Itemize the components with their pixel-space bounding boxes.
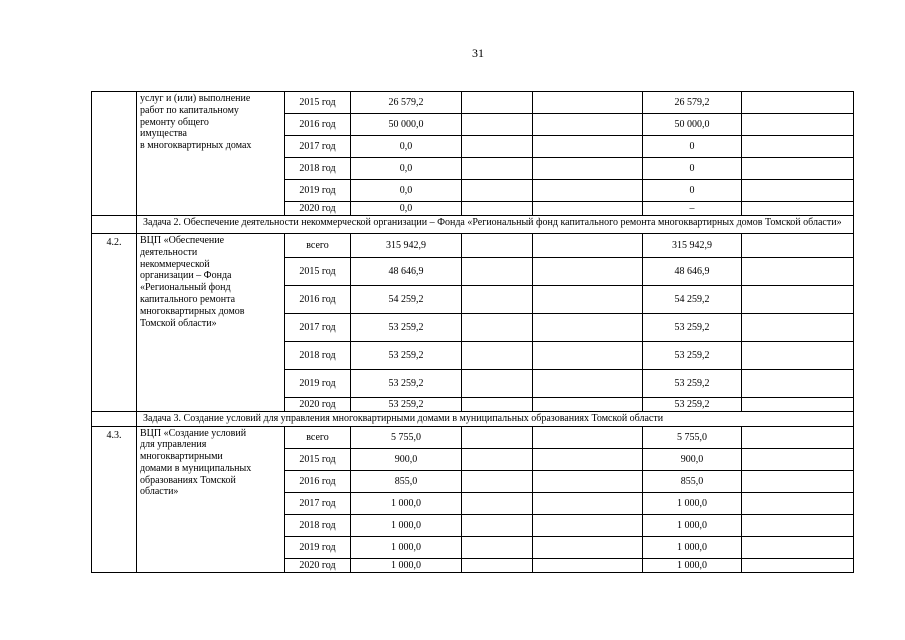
year-cell: всего	[285, 234, 351, 258]
col7-cell: 1 000,0	[643, 514, 742, 536]
year-cell: 2017 год	[285, 314, 351, 342]
year-cell: 2018 год	[285, 158, 351, 180]
col6-cell	[533, 114, 643, 136]
total-cell: 855,0	[351, 470, 462, 492]
total-cell: 1 000,0	[351, 536, 462, 558]
col8-cell	[742, 258, 854, 286]
col5-cell	[462, 514, 533, 536]
col7-cell: 1 000,0	[643, 492, 742, 514]
col6-cell	[533, 234, 643, 258]
col7-cell: 54 259,2	[643, 286, 742, 314]
col8-cell	[742, 448, 854, 470]
item-name-line: ВЦП «Создание условий	[140, 427, 247, 439]
total-cell: 1 000,0	[351, 492, 462, 514]
col5-cell	[462, 558, 533, 572]
col8-cell	[742, 234, 854, 258]
year-cell: 2015 год	[285, 258, 351, 286]
year-cell: 2016 год	[285, 114, 351, 136]
item-name-line: капитального ремонта	[140, 293, 236, 305]
col7-cell: 900,0	[643, 448, 742, 470]
year-cell: всего	[285, 426, 351, 448]
page-number: 31	[472, 46, 484, 60]
col8-cell	[742, 398, 854, 412]
col6-cell	[533, 558, 643, 572]
total-cell: 48 646,9	[351, 258, 462, 286]
col6-cell	[533, 398, 643, 412]
col7-cell: 0	[643, 136, 742, 158]
col5-cell	[462, 536, 533, 558]
col5-cell	[462, 370, 533, 398]
col8-cell	[742, 536, 854, 558]
total-cell: 53 259,2	[351, 370, 462, 398]
col5-cell	[462, 492, 533, 514]
task-row	[92, 216, 854, 234]
col6-cell	[533, 492, 643, 514]
item-name-line: многоквартирных домов	[140, 305, 245, 317]
col7-cell: 48 646,9	[643, 258, 742, 286]
col6-cell	[533, 314, 643, 342]
col5-cell	[462, 448, 533, 470]
year-cell: 2017 год	[285, 492, 351, 514]
col6-cell	[533, 286, 643, 314]
total-cell: 900,0	[351, 448, 462, 470]
year-cell: 2018 год	[285, 514, 351, 536]
item-name-line: образованиях Томской	[140, 474, 236, 486]
item-name	[137, 426, 285, 572]
col8-cell	[742, 470, 854, 492]
col7-cell: 1 000,0	[643, 558, 742, 572]
col8-cell	[742, 558, 854, 572]
task-row	[92, 412, 854, 427]
year-cell: 2019 год	[285, 370, 351, 398]
item-name-line: ремонту общего	[140, 116, 209, 128]
year-cell: 2015 год	[285, 448, 351, 470]
col5-cell	[462, 92, 533, 114]
col5-cell	[462, 470, 533, 492]
col8-cell	[742, 514, 854, 536]
col6-cell	[533, 470, 643, 492]
col7-cell: 53 259,2	[643, 370, 742, 398]
item-name-line: услуг и (или) выполнение	[140, 93, 251, 104]
col6-cell	[533, 426, 643, 448]
col6-cell	[533, 136, 643, 158]
col8-cell	[742, 314, 854, 342]
col6-cell	[533, 202, 643, 216]
year-cell: 2019 год	[285, 180, 351, 202]
total-cell: 54 259,2	[351, 286, 462, 314]
col7-cell: 855,0	[643, 470, 742, 492]
item-name-line: «Региональный фонд	[140, 282, 231, 294]
item-name-line: области»	[140, 486, 179, 498]
item-name-line: имущества	[140, 128, 187, 140]
col6-cell	[533, 92, 643, 114]
col5-cell	[462, 342, 533, 370]
col8-cell	[742, 492, 854, 514]
table-row	[92, 92, 854, 114]
year-cell: 2020 год	[285, 558, 351, 572]
total-cell: 1 000,0	[351, 514, 462, 536]
year-cell: 2015 год	[285, 92, 351, 114]
col6-cell	[533, 370, 643, 398]
col6-cell	[533, 342, 643, 370]
col7-cell: 1 000,0	[643, 536, 742, 558]
total-cell: 26 579,2	[351, 92, 462, 114]
table-row	[92, 426, 854, 448]
funding-table	[91, 91, 854, 573]
task-empty-cell	[92, 412, 137, 427]
col5-cell	[462, 114, 533, 136]
item-name-line: организации – Фонда	[140, 270, 232, 282]
task-empty-cell	[92, 216, 137, 234]
item-name-line: Томской области»	[140, 317, 217, 329]
item-number	[92, 92, 137, 216]
col5-cell	[462, 398, 533, 412]
total-cell: 53 259,2	[351, 398, 462, 412]
item-name-line: домами в муниципальных	[140, 462, 252, 474]
col8-cell	[742, 180, 854, 202]
item-name-line: ВЦП «Обеспечение	[140, 235, 225, 246]
col7-cell: 0	[643, 180, 742, 202]
year-cell: 2019 год	[285, 536, 351, 558]
col5-cell	[462, 180, 533, 202]
item-name-line: деятельности	[140, 246, 198, 258]
item-name-line: для управления	[140, 439, 207, 451]
col5-cell	[462, 286, 533, 314]
total-cell: 0,0	[351, 136, 462, 158]
col8-cell	[742, 370, 854, 398]
col7-cell: 50 000,0	[643, 114, 742, 136]
item-name	[137, 234, 285, 412]
year-cell: 2017 год	[285, 136, 351, 158]
col6-cell	[533, 514, 643, 536]
year-cell: 2020 год	[285, 398, 351, 412]
col5-cell	[462, 202, 533, 216]
col8-cell	[742, 158, 854, 180]
total-cell: 0,0	[351, 202, 462, 216]
year-cell: 2018 год	[285, 342, 351, 370]
col5-cell	[462, 258, 533, 286]
col5-cell	[462, 136, 533, 158]
year-cell: 2016 год	[285, 286, 351, 314]
item-name-line: в многоквартирных домах	[140, 140, 252, 152]
col5-cell	[462, 158, 533, 180]
total-cell: 53 259,2	[351, 314, 462, 342]
col5-cell	[462, 426, 533, 448]
total-cell: 0,0	[351, 180, 462, 202]
col7-cell: –	[643, 202, 742, 216]
col7-cell: 315 942,9	[643, 234, 742, 258]
col8-cell	[742, 92, 854, 114]
col8-cell	[742, 136, 854, 158]
total-cell: 1 000,0	[351, 558, 462, 572]
col8-cell	[742, 426, 854, 448]
item-name-line: некоммерческой	[140, 258, 210, 270]
total-cell: 53 259,2	[351, 342, 462, 370]
col7-cell: 53 259,2	[643, 398, 742, 412]
item-name-line: многоквартирными	[140, 451, 223, 463]
col5-cell	[462, 314, 533, 342]
task-title: Задача 2. Обеспечение деятельности некоммерческой организации – Фонда «Региональный фонд капитального ремонта многоквартирных домов Томской области»	[137, 216, 854, 234]
col7-cell: 0	[643, 158, 742, 180]
col6-cell	[533, 158, 643, 180]
item-number: 4.2.	[92, 234, 137, 412]
total-cell: 0,0	[351, 158, 462, 180]
total-cell: 5 755,0	[351, 426, 462, 448]
col8-cell	[742, 202, 854, 216]
col7-cell: 53 259,2	[643, 342, 742, 370]
col8-cell	[742, 286, 854, 314]
total-cell: 50 000,0	[351, 114, 462, 136]
col8-cell	[742, 342, 854, 370]
col7-cell: 53 259,2	[643, 314, 742, 342]
col6-cell	[533, 536, 643, 558]
col6-cell	[533, 448, 643, 470]
col6-cell	[533, 258, 643, 286]
col7-cell: 26 579,2	[643, 92, 742, 114]
col6-cell	[533, 180, 643, 202]
task-title: Задача 3. Создание условий для управления многоквартирными домами в муниципальных образованиях Томской области	[137, 412, 854, 427]
item-name	[137, 92, 285, 216]
col7-cell: 5 755,0	[643, 426, 742, 448]
year-cell: 2020 год	[285, 202, 351, 216]
col5-cell	[462, 234, 533, 258]
item-number: 4.3.	[92, 426, 137, 572]
year-cell: 2016 год	[285, 470, 351, 492]
col8-cell	[742, 114, 854, 136]
table-row	[92, 234, 854, 258]
item-name-line: работ по капитальному	[140, 104, 239, 116]
total-cell: 315 942,9	[351, 234, 462, 258]
